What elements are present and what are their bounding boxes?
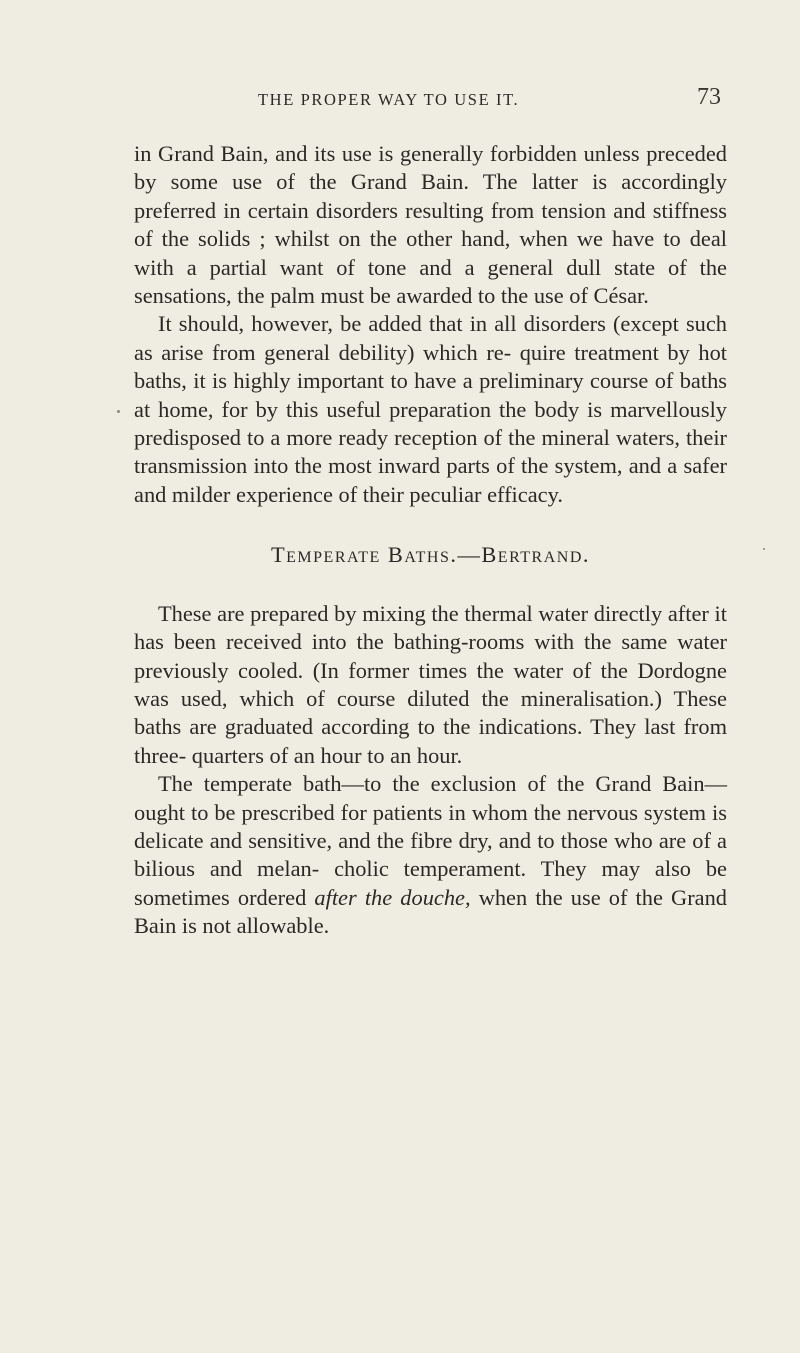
paragraph-2: It should, however, be added that in all disorders (except such as arise from general debility) which re- quire treatment by hot baths, it is highly important to have a preliminary course of baths at home, for by this useful preparation the body is marvellously predisposed to a more ready reception of the mineral waters, their transmission into the most inward parts of the system, and a safer and milder experience of their peculiar efficacy. bbox=[134, 311, 727, 507]
paragraph-4-text: The temperate bath—to the exclusion of the Grand Bain—ought to be prescribed for patients in whom the nervous system is delicate and sensitive, and the fibre dry, and to those who are of a bilious and melan- cholic temperament. They may also be sometimes ordered bbox=[134, 771, 727, 910]
ink-speck bbox=[117, 410, 120, 413]
paragraph-4 bbox=[134, 770, 727, 940]
section-heading: Temperate Baths.—Bertrand. bbox=[270, 542, 590, 568]
running-head: THE PROPER WAY TO USE IT. bbox=[258, 90, 520, 109]
paragraph-4-tail: when the use of the Grand Bain is not allowable. bbox=[134, 884, 727, 939]
page-number: 73 bbox=[697, 84, 721, 110]
body-text bbox=[134, 140, 727, 941]
paragraph-3: These are prepared by mixing the thermal water directly after it has been received into the bathing-rooms with the same water previously cooled. (In former times the water of the Dordogne was used, which of course diluted the mineralisation.) These baths are graduated according to the indications. They last from three- quarters of an hour to an hour. bbox=[134, 600, 727, 768]
paragraph-1: in Grand Bain, and its use is generally forbidden unless preceded by some use of the Grand Bain. The latter is accordingly preferred in certain disorders resulting from tension and stiffness of the solids ; whilst on the other hand, when we have to deal with a partial want of tone and a general dull state of the sensations, the palm must be awarded to the use of César. bbox=[134, 141, 727, 309]
italic-phrase: after the douche, bbox=[314, 884, 471, 910]
ink-speck bbox=[763, 548, 765, 550]
